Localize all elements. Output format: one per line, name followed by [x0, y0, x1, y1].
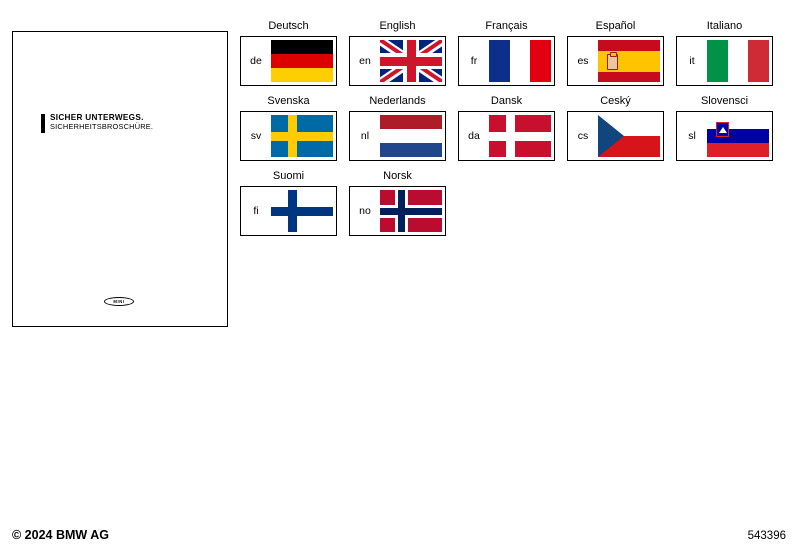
language-label: Français [485, 20, 528, 32]
flag-slovenia-icon [707, 115, 769, 157]
language-label: Italiano [706, 20, 743, 32]
document-number: 543396 [747, 530, 786, 542]
flag-row [240, 170, 785, 236]
language-cell-cs[interactable] [567, 95, 664, 161]
flag-united-kingdom-icon [380, 40, 442, 82]
language-label: English [379, 20, 416, 32]
language-box[interactable] [349, 186, 446, 236]
language-box[interactable] [240, 186, 337, 236]
language-code: sl [688, 130, 696, 142]
language-code: da [468, 130, 480, 142]
language-label: Deutsch [268, 20, 309, 32]
flag-france-icon [489, 40, 551, 82]
language-box[interactable] [567, 36, 664, 86]
language-code: cs [577, 130, 589, 142]
flag-czech-republic-icon [598, 115, 660, 157]
language-box[interactable] [240, 111, 337, 161]
language-box[interactable] [240, 36, 337, 86]
language-code: de [250, 55, 262, 67]
language-cell-nl[interactable] [349, 95, 446, 161]
language-cell-es[interactable] [567, 20, 664, 86]
language-code: no [359, 205, 371, 217]
language-cell-no[interactable] [349, 170, 446, 236]
language-box[interactable] [349, 111, 446, 161]
flag-denmark-icon [489, 115, 551, 157]
language-code: fr [470, 55, 478, 67]
language-label: Svenska [267, 95, 310, 107]
language-label: Español [595, 20, 636, 32]
flag-row [240, 20, 785, 86]
language-label: Nederlands [369, 95, 426, 107]
language-box[interactable] [349, 36, 446, 86]
language-label: Norsk [383, 170, 412, 182]
brochure-title-block [41, 113, 153, 133]
title-accent-bar [41, 114, 45, 133]
flag-norway-icon [380, 190, 442, 232]
language-code: sv [250, 130, 262, 142]
language-box[interactable] [567, 111, 664, 161]
copyright-notice: © 2024 BMW AG [12, 528, 109, 542]
language-box[interactable] [458, 111, 555, 161]
flag-row [240, 95, 785, 161]
flag-spain-icon [598, 40, 660, 82]
language-cell-fi[interactable] [240, 170, 337, 236]
flag-netherlands-icon [380, 115, 442, 157]
language-code: nl [360, 130, 370, 142]
language-cell-de[interactable] [240, 20, 337, 86]
language-label: Slovensci [700, 95, 749, 107]
language-cell-sv[interactable] [240, 95, 337, 161]
language-code: it [689, 55, 695, 67]
language-cell-fr[interactable] [458, 20, 555, 86]
language-box[interactable] [458, 36, 555, 86]
brochure-title-line1: SICHER UNTERWEGS. [50, 113, 144, 122]
language-code: es [577, 55, 589, 67]
language-code: en [359, 55, 371, 67]
mini-logo-wordmark: MINI [113, 299, 125, 304]
flag-italy-icon [707, 40, 769, 82]
language-label: Dansk [490, 95, 523, 107]
language-cell-da[interactable] [458, 95, 555, 161]
flag-finland-icon [271, 190, 333, 232]
language-label: Ceský [600, 95, 631, 107]
language-cell-en[interactable] [349, 20, 446, 86]
mini-logo-icon [104, 297, 136, 308]
language-cell-it[interactable] [676, 20, 773, 86]
flag-germany-icon [271, 40, 333, 82]
language-code: fi [253, 205, 259, 217]
flag-sweden-icon [271, 115, 333, 157]
language-box[interactable] [676, 111, 773, 161]
language-label: Suomi [272, 170, 305, 182]
language-flag-grid [240, 20, 785, 245]
safety-brochure-cover [12, 31, 228, 327]
brochure-title-line2: SICHERHEITSBROSCHÜRE. [50, 121, 154, 131]
language-cell-sl[interactable] [676, 95, 773, 161]
language-box[interactable] [676, 36, 773, 86]
